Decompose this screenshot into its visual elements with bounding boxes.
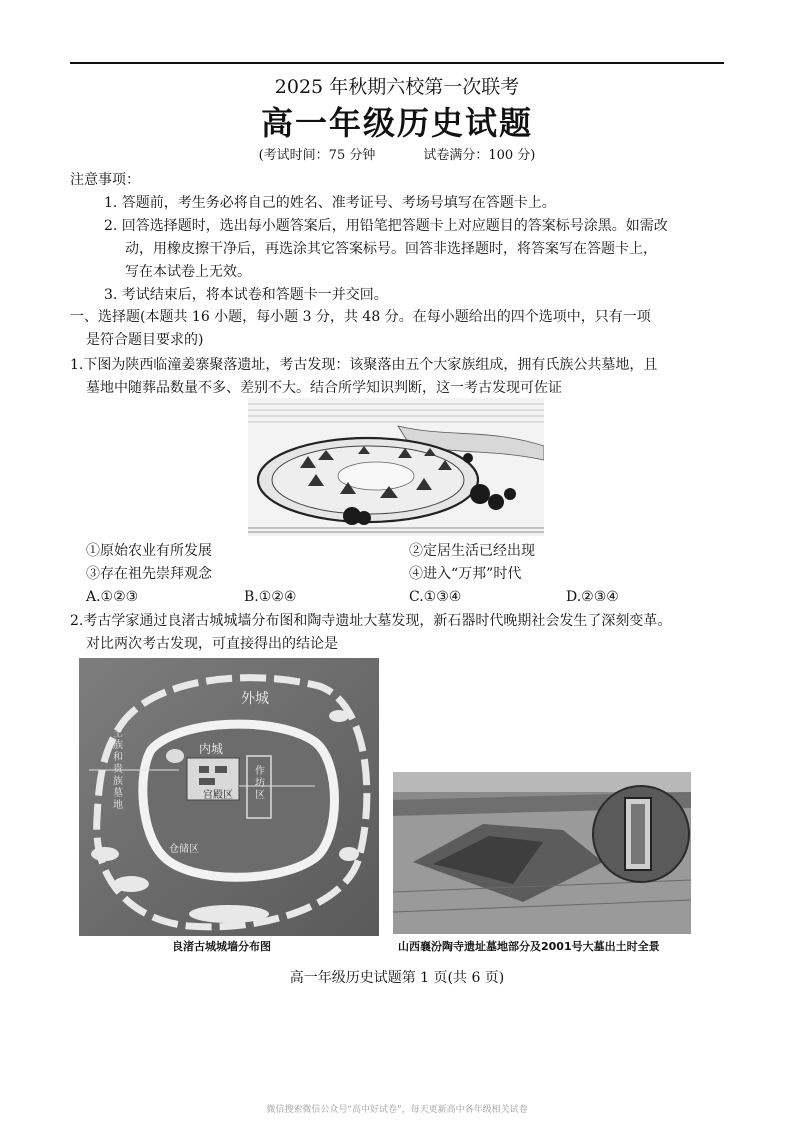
option-d: D.②③④ <box>566 589 619 605</box>
paper-title: 高一年级历史试题 <box>260 104 533 142</box>
statement-2: ②定居生活已经出现 <box>409 543 535 559</box>
map-label-outer-city: 外城 <box>241 691 269 707</box>
map-label-palace: 宫殿区 <box>203 790 233 801</box>
option-b: B.①②④ <box>244 589 297 605</box>
jiangzhai-settlement-illustration <box>248 398 544 536</box>
exam-time: (考试时间：75 分钟 <box>258 148 376 163</box>
question-2-stem-cont: 对比两次考古发现，可直接得出的结论是 <box>86 636 338 652</box>
map-label-inner-city: 内城 <box>199 742 224 756</box>
statement-1: ①原始农业有所发展 <box>86 543 212 559</box>
notice-item-3: 3. 考试结束后，将本试卷和答题卡一并交回。 <box>104 287 388 303</box>
page-footer: 高一年级历史试题第 1 页(共 6 页) <box>289 970 505 986</box>
statement-3: ③存在祖先崇拜观念 <box>86 566 212 582</box>
notice-title: 注意事项： <box>70 172 140 188</box>
option-a: A.①②③ <box>86 589 139 605</box>
map-label-storage: 仓储区 <box>169 844 199 855</box>
section-heading-cont: 是符合题目要求的) <box>86 332 204 348</box>
caption-taosi-photo: 山西襄汾陶寺遗址墓地部分及2001号大墓出土时全景 <box>398 940 660 953</box>
exam-info <box>0 146 794 166</box>
taosi-tomb-photo <box>393 772 691 934</box>
map-label-workshop: 作坊区 <box>255 766 265 801</box>
caption-liangzhu-map: 良渚古城城墙分布图 <box>172 940 271 953</box>
question-1-stem-cont: 墓地中随葬品数量不多、差别不大。结合所学知识判断，这一考古发现可佐证 <box>86 380 562 396</box>
notice-item-2-cont: 动，用橡皮擦干净后，再选涂其它答案标号。回答非选择题时，将答案写在答题卡上， <box>125 241 657 257</box>
watermark: 微信搜索微信公众号“高中好试卷”，每天更新高中各年级相关试卷 <box>266 1105 528 1115</box>
statement-4: ④进入“万邦”时代 <box>409 566 522 582</box>
map-label-tomb: 王族和贵族墓地 <box>113 728 123 811</box>
question-2-stem: 2.考古学家通过良渚古城城墙分布图和陶寺遗址大墓发现，新石器时代晚期社会发生了深刻变革。 <box>70 613 672 629</box>
header-rule <box>70 62 724 64</box>
liangzhu-city-wall-map <box>79 658 379 936</box>
exam-score: 试卷满分：100 分) <box>423 148 536 163</box>
notice-item-2: 2. 回答选择题时，选出每小题答案后，用铅笔把答题卡上对应题目的答案标号涂黑。如需改 <box>104 218 668 234</box>
notice-item-2-cont2: 写在本试卷上无效。 <box>125 264 251 280</box>
exam-name: 2025 年秋期六校第一次联考 <box>274 76 520 98</box>
notice-item-1: 1. 答题前，考生务必将自己的姓名、准考证号、考场号填写在答题卡上。 <box>104 195 556 211</box>
question-1-stem: 1.下图为陕西临潼姜寨聚落遗址，考古发现：该聚落由五个大家族组成，拥有氏族公共墓地，且 <box>70 357 658 373</box>
option-c: C.①③④ <box>409 589 462 605</box>
section-heading: 一、选择题(本题共 16 小题，每小题 3 分，共 48 分。在每小题给出的四个选项中，只有一项 <box>70 309 651 325</box>
